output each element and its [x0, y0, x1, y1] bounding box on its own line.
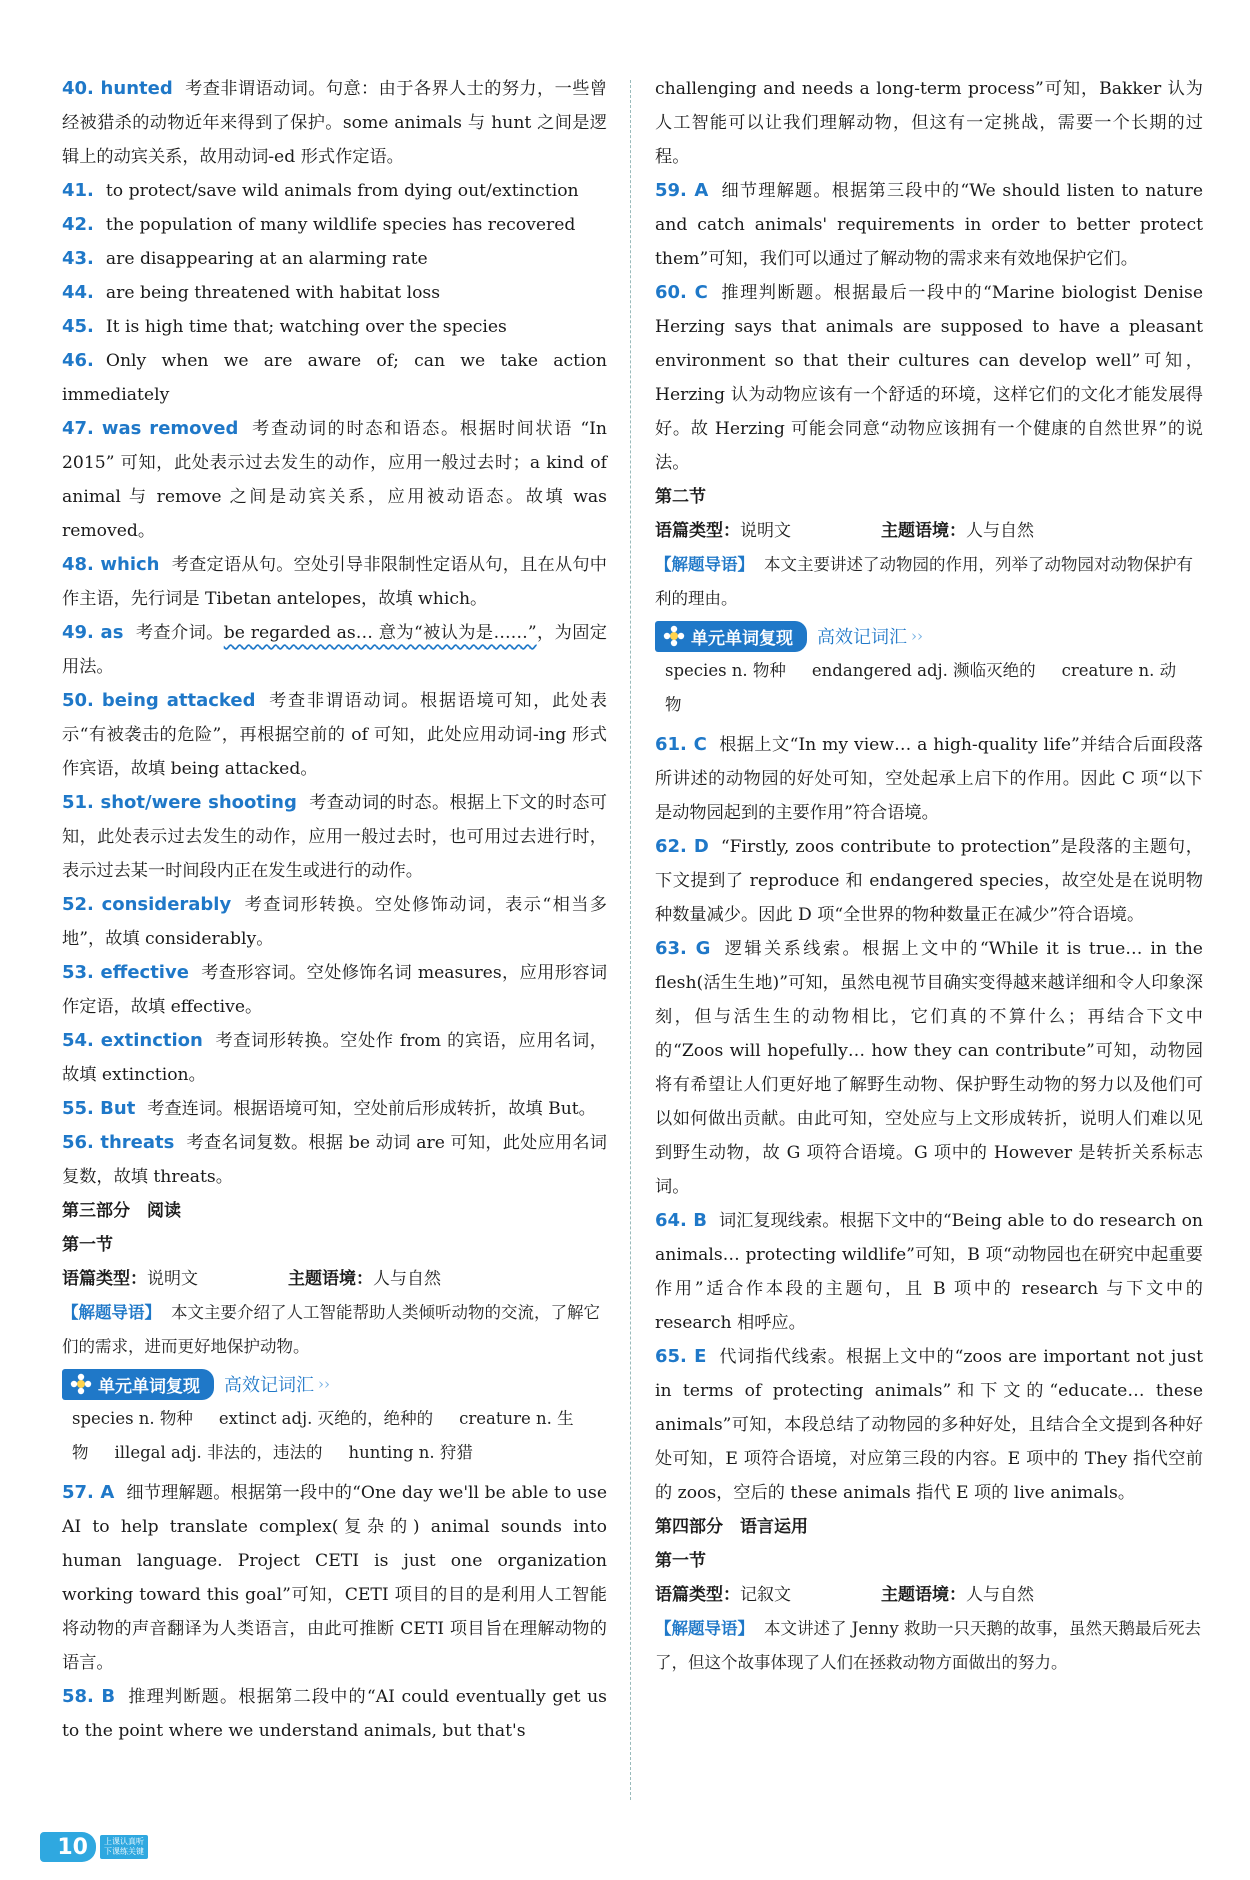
answer-text: 考查名词复数。根据 be 动词 are 可知，此处应用名词复数，故填 threats。 [62, 1133, 607, 1187]
answer-item [62, 174, 607, 208]
answer-item [655, 1204, 1203, 1340]
answer-text: 考查非谓语动词。根据语境可知，此处表示“有被袭击的危险”，再根据空前的 of 可知，此处应用动词-ing 形式作宾语，故填 being attacked。 [62, 691, 607, 779]
answer-text: 考查词形转换。空处修饰动词，表示“相当多地”，故填 considerably。 [62, 895, 607, 949]
section-title: 第二节 [655, 487, 706, 507]
answer-number: 47. was removed [62, 418, 239, 439]
answer-item-49: 49. as 考查介词。be regarded as… 意为“被认为是……”，为固定用法。 [62, 622, 607, 677]
answer-list-3 [62, 1476, 607, 1748]
answer-number: 64. B [655, 1210, 707, 1231]
answer-item [62, 956, 607, 1024]
answer-text: 考查动词的时态。根据上下文的时态可知，此处表示过去发生的动作，应用一般过去时，也可用过去进行时，表示过去某一时间段内正在发生或进行的动作。 [62, 793, 607, 881]
passage-guide: 【解题导语】 本文讲述了 Jenny 救助一只天鹅的故事，虽然天鹅最后死去了，但这个故事体现了人们在拯救动物方面做出的努力。 [655, 1619, 1201, 1672]
answer-item [62, 344, 607, 412]
answer-item [62, 310, 607, 344]
answer-text: 考查定语从句。空处引导非限制性定语从句，且在从句中作主语，先行词是 Tibetan antelopes，故填 which。 [62, 555, 607, 609]
answer-item [62, 72, 607, 174]
answer-number: 56. threats [62, 1132, 175, 1153]
chevron-right-icon: ›› [318, 1375, 330, 1393]
answer-number: 60. C [655, 282, 708, 303]
section-title: 第一节 [655, 1551, 706, 1571]
answer-item [62, 548, 607, 616]
answer-item [62, 684, 607, 786]
answer-number: 44. [62, 282, 94, 303]
answer-text: 考查形容词。空处修饰名词 measures，应用形容词作定语，故填 effective。 [62, 963, 608, 1017]
answer-item [655, 174, 1203, 276]
answer-number: 43. [62, 248, 94, 269]
answer-number: 48. which [62, 554, 160, 575]
left-column [62, 72, 607, 1748]
answer-text: 推理判断题。根据最后一段中的“Marine biologist Denise Herzing says that animals are supposed to have a pleasant environment so that their cultures can develop well”可知，Herzing 认为动物应该有一个舒适的环境，这样它们的文化才能发展得好。故 Herzing 可能会同意“动物应该拥有一个健康的自然世界”的说法。 [655, 283, 1203, 473]
answer-number: 45. [62, 316, 94, 337]
page-number: 10 [40, 1832, 96, 1862]
answer-text: to protect/save wild animals from dying out/extinction [105, 181, 579, 201]
flower-icon [663, 625, 685, 647]
section-title: 第一节 [62, 1235, 113, 1255]
answer-text: are disappearing at an alarming rate [105, 249, 428, 269]
answer-text: 细节理解题。根据第一段中的“One day we'll be able to use AI to help translate complex(复杂的) animal sounds into human language. Project CETI is just one organization working toward this goal”可知，CETI 项目的目的是利用人工智能将动物的声音翻译为人类语言，由此可推断 CETI 项目旨在理解动物的语言。 [62, 1483, 607, 1673]
answer-list-5 [655, 728, 1203, 1510]
answer-item [62, 208, 607, 242]
answer-number: 59. A [655, 180, 709, 201]
chevron-right-icon: ›› [911, 627, 923, 645]
column-divider [630, 80, 631, 1800]
answer-number: 62. D [655, 836, 709, 857]
answer-item [655, 932, 1203, 1204]
vocab-list: species n. 物种 endangered adj. 濒临灭绝的 creature n. 动物 [665, 661, 1177, 714]
answer-item [62, 1680, 607, 1748]
answer-item [62, 1476, 607, 1680]
answer-item [655, 1340, 1203, 1510]
answer-text: 考查非谓语动词。句意：由于各界人士的努力，一些曾经被猎杀的动物近年来得到了保护。some animals 与 hunt 之间是逻辑上的动宾关系，故用动词-ed 形式作定语。 [62, 79, 607, 167]
answer-list-2 [62, 684, 607, 1194]
answer-item [655, 728, 1203, 830]
flower-icon [70, 1373, 92, 1395]
answer-text: “Firstly, zoos contribute to protection”是段落的主题句，下文提到了 reproduce 和 endangered species，故空处是在说明物种数量减少。因此 D 项“全世界的物种数量正在减少”符合语境。 [655, 837, 1203, 925]
answer-item [62, 786, 607, 888]
answer-number: 52. considerably [62, 894, 232, 915]
answer-item [62, 276, 607, 310]
answer-number: 41. [62, 180, 94, 201]
right-column [655, 72, 1203, 1680]
answer-number: 58. B [62, 1686, 116, 1707]
answer-text: It is high time that; watching over the species [105, 317, 507, 337]
answer-item [62, 888, 607, 956]
answer-number: 50. being attacked [62, 690, 256, 711]
answer-item [62, 1024, 607, 1092]
answer-number: 54. extinction [62, 1030, 203, 1051]
answer-text: 考查动词的时态和语态。根据时间状语 “In 2015” 可知，此处表示过去发生的动作，应用一般过去时；a kind of animal 与 remove 之间是动宾关系，应用被动语态。故填 was removed。 [62, 419, 607, 541]
answer-item [62, 242, 607, 276]
part-title: 第四部分 语言运用 [655, 1517, 808, 1537]
answer-text: 代词指代线索。根据上文中的“zoos are important not just in terms of protecting animals”和下文的“educate… these animals”可知，本段总结了动物园的多种好处，且结合全文提到各种好处可知，E 项符合语境，对应第三段的内容。E 项中的 They 指代空前的 zoos，空后的 these animals 指代 E 项的 live animals。 [655, 1347, 1204, 1503]
passage-guide: 【解题导语】 本文主要介绍了人工智能帮助人类倾听动物的交流，了解它们的需求，进而更好地保护动物。 [62, 1303, 600, 1356]
answer-number: 63. G [655, 938, 711, 959]
passage-meta: 语篇类型：说明文 主题语境：人与自然 [62, 1269, 441, 1289]
answer-number: 49. as [62, 622, 124, 643]
answer-item [655, 276, 1203, 480]
vocab-banner: 单元单词复现 高效记词汇 ›› [62, 1368, 607, 1400]
vocab-list: species n. 物种 extinct adj. 灭绝的，绝种的 creature n. 生物 illegal adj. 非法的，违法的 hunting n. 狩猎 [72, 1409, 574, 1462]
passage-guide: 【解题导语】 本文主要讲述了动物园的作用，列举了动物园对动物保护有利的理由。 [655, 555, 1193, 608]
answer-text: 考查词形转换。空处作 from 的宾语，应用名词，故填 extinction。 [62, 1031, 607, 1085]
page-footer [40, 1832, 148, 1862]
answer-text: the population of many wildlife species has recovered [105, 215, 576, 235]
answer-number: 61. C [655, 734, 707, 755]
answer-number: 51. shot/were shooting [62, 792, 297, 813]
answer-number: 42. [62, 214, 94, 235]
highlight-phrase: be regarded as… 意为“被认为是……” [223, 623, 537, 643]
answer-number: 46. [62, 350, 94, 371]
answer-number: 57. A [62, 1482, 115, 1503]
answer-text: are being threatened with habitat loss [105, 283, 441, 303]
answer-number: 55. But [62, 1098, 136, 1119]
answer-text: 细节理解题。根据第三段中的“We should listen to nature and catch animals' requirements in order to better protect them”可知，我们可以通过了解动物的需求来有效地保护它们。 [655, 181, 1203, 269]
footer-slogan: 上课认真听 下课练关键 [100, 1835, 148, 1859]
answer-list-4 [655, 174, 1203, 480]
answer-continuation: challenging and needs a long-term process”可知，Bakker 认为人工智能可以让我们理解动物，但这有一定挑战，需要一个长期的过程。 [655, 79, 1203, 167]
answer-item [655, 830, 1203, 932]
answer-number: 40. hunted [62, 78, 173, 99]
answer-text: 逻辑关系线索。根据上文中的“While it is true… in the flesh(活生生地)”可知，虽然电视节目确实变得越来越详细和令人印象深刻，但与活生生的动物相比，它们真的不算什么；再结合下文中的“Zoos will hopefully… how they can contribute”可知，动物园将有希望让人们更好地了解野生动物、保护野生动物的努力以及他们可以如何做出贡献。由此可知，空处应与上文形成转折，说明人们难以见到野生动物，故 G 项符合语境。G 项中的 However 是转折关系标志词。 [655, 939, 1203, 1197]
answer-item [62, 1092, 607, 1126]
passage-meta: 语篇类型：记叙文 主题语境：人与自然 [655, 1585, 1034, 1605]
answer-item [62, 1126, 607, 1194]
answer-list-1 [62, 72, 607, 616]
answer-item [62, 412, 607, 548]
answer-text: 推理判断题。根据第二段中的“AI could eventually get us to the point where we understand animals, but that's [62, 1687, 607, 1741]
answer-text: 根据上文“In my view… a high-quality life”并结合后面段落所讲述的动物园的好处可知，空处起承上启下的作用。因此 C 项“以下是动物园起到的主要作用”符合语境。 [655, 735, 1203, 823]
answer-number: 53. effective [62, 962, 189, 983]
passage-meta: 语篇类型：说明文 主题语境：人与自然 [655, 521, 1034, 541]
answer-number: 65. E [655, 1346, 707, 1367]
vocab-banner: 单元单词复现 高效记词汇 ›› [655, 620, 1203, 652]
answer-text: 词汇复现线索。根据下文中的“Being able to do research on animals… protecting wildlife”可知，B 项“动物园也在研究中起重要作用”适合作本段的主题句，且 B 项中的 research 与下文中的 research 相呼应。 [655, 1211, 1203, 1333]
answer-text: Only when we are aware of; can we take action immediately [62, 351, 607, 405]
part-title: 第三部分 阅读 [62, 1201, 181, 1221]
answer-text: 考查连词。根据语境可知，空处前后形成转折，故填 But。 [147, 1099, 596, 1119]
